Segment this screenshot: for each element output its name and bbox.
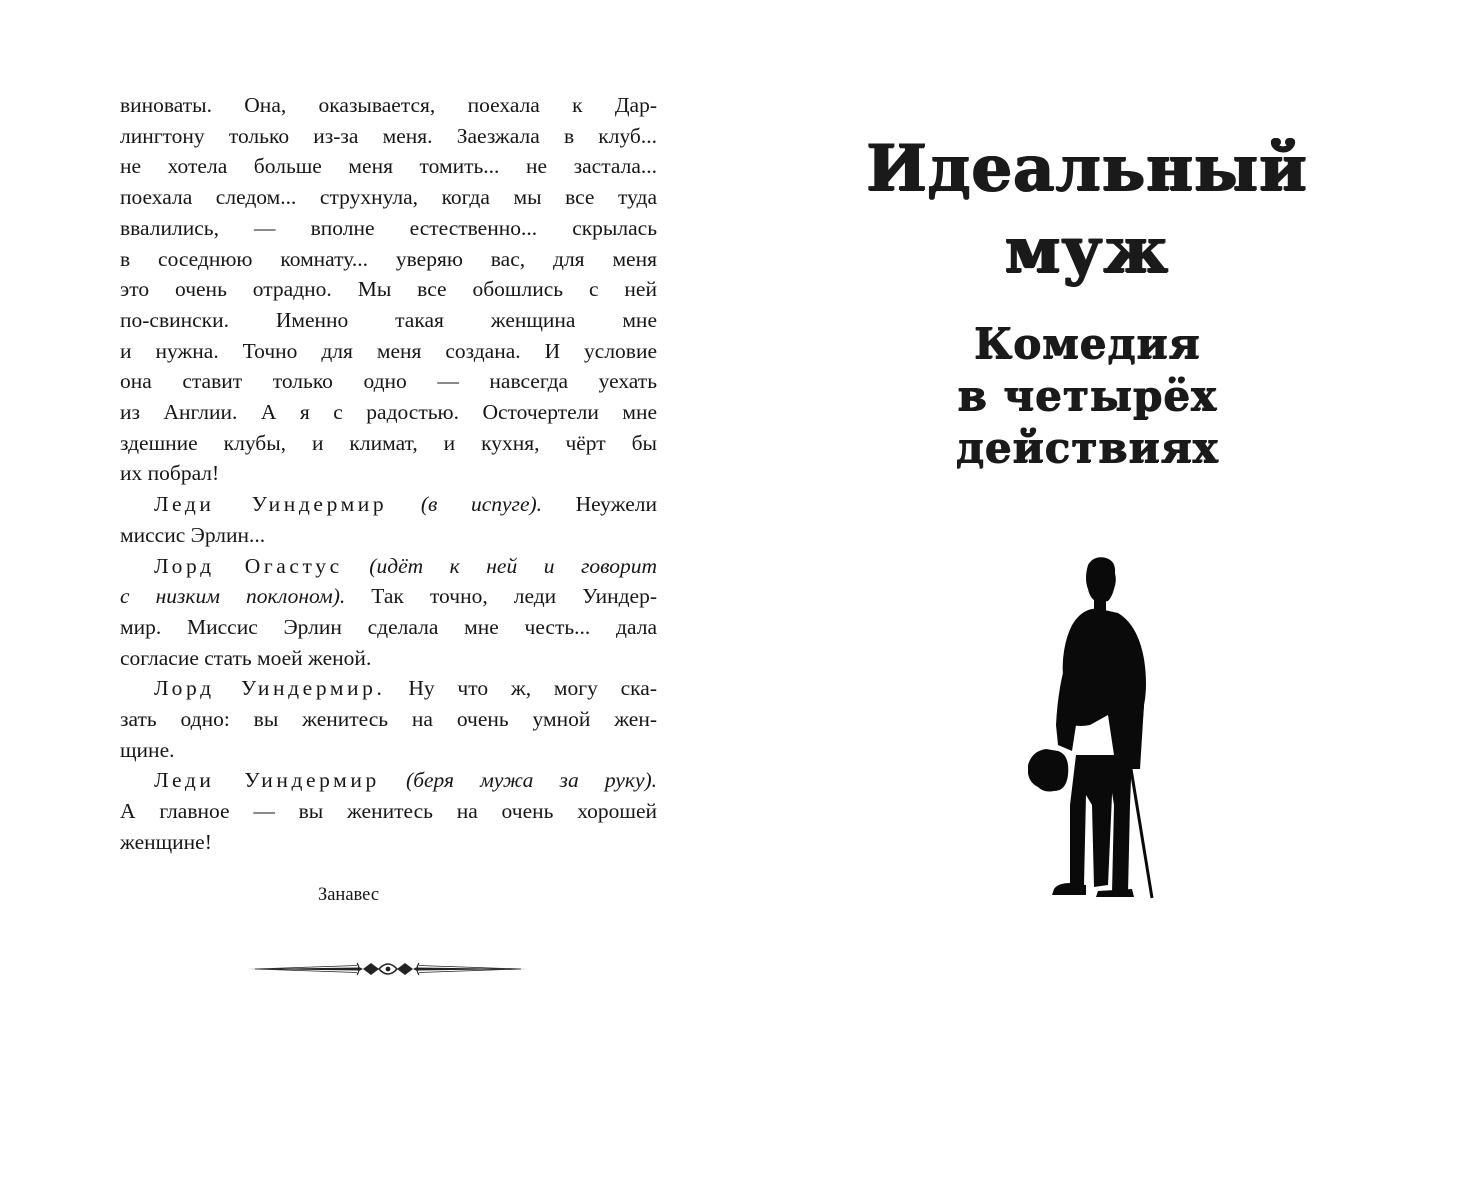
text-line: не хотела больше меня томить... не застала... <box>120 154 657 179</box>
text-line: женщине! <box>120 829 212 854</box>
subtitle-line-2: в четырёх <box>957 371 1217 420</box>
text-line: здешние клубы, и климат, и кухня, чёрт бы <box>120 430 657 455</box>
text-line: мир. Миссис Эрлин сделала мне честь... дала <box>120 614 657 639</box>
stage-direction: с низким поклоном). <box>120 584 346 609</box>
speech-line <box>120 765 657 796</box>
text-line: миссис Эрлин... <box>120 522 266 547</box>
speech-text: Так точно, леди Уиндер- <box>371 584 657 609</box>
text-line: их побрал! <box>120 461 220 486</box>
ornament-divider-icon <box>245 957 531 981</box>
text-line: ввалились, — вполне естественно... скрылась <box>120 215 657 240</box>
text-line: в соседнюю комнату... уверяю вас, для меня <box>120 246 657 271</box>
text-line: лингтону только из-за меня. Заезжала в клуб... <box>120 123 657 148</box>
text-line: и нужна. Точно для меня создана. И условие <box>120 338 657 363</box>
speech-line <box>120 673 657 704</box>
stage-direction: (в испуге). <box>420 492 543 517</box>
title-block <box>737 128 1437 474</box>
book-title-line-1: Идеальный <box>866 131 1308 206</box>
text-line: она ставит только одно — навсегда уехать <box>120 369 657 394</box>
speaker-name: Леди Уиндермир <box>154 492 388 517</box>
text-line: щине. <box>120 737 175 762</box>
book-title-line-2: муж <box>1004 213 1170 288</box>
play-text <box>120 90 658 905</box>
text-line: по-свински. Именно такая женщина мне <box>120 307 657 332</box>
text-line: согласие стать моей женой. <box>120 645 372 670</box>
speech-line <box>120 581 657 612</box>
text-line: виноваты. Она, оказывается, поехала к Дар- <box>120 93 657 117</box>
curtain-label: Занавес <box>317 885 380 905</box>
text-line: поехала следом... струхнула, когда мы все туда <box>120 185 657 210</box>
text-line: А главное — вы женитесь на очень хорошей <box>120 799 657 824</box>
stage-direction: (беря мужа за руку). <box>406 768 658 793</box>
speech-line <box>120 551 657 582</box>
gentleman-silhouette-icon <box>1028 555 1168 900</box>
speech-text: Неужели <box>575 492 657 517</box>
subtitle-line-3: действиях <box>955 423 1219 472</box>
speaker-name: Лорд Огастус <box>154 553 343 578</box>
speaker-name: Лорд Уиндермир. <box>154 676 386 701</box>
speech-line <box>120 489 657 520</box>
subtitle-line-1: Комедия <box>973 319 1201 368</box>
right-page <box>737 0 1474 1190</box>
text-line: зать одно: вы женитесь на очень умной жен- <box>120 707 657 732</box>
text-line: из Англии. А я с радостью. Осточертели мне <box>120 400 657 425</box>
stage-direction: (идёт к ней и говорит <box>369 553 657 578</box>
text-line: это очень отрадно. Мы все обошлись с ней <box>120 277 657 302</box>
speaker-name: Леди Уиндермир <box>154 768 380 793</box>
speech-text: Ну что ж, могу ска- <box>408 676 657 701</box>
